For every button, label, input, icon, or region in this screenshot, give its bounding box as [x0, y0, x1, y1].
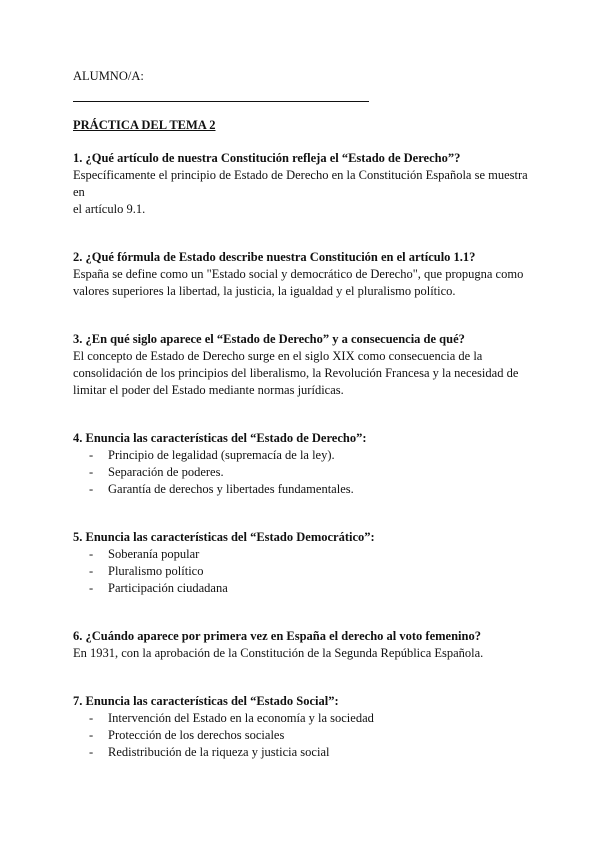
list-item	[89, 464, 533, 481]
student-label: ALUMNO/A:	[73, 69, 144, 83]
question-heading: 7. Enuncia las características del “Estado Social”:	[73, 694, 339, 708]
list-item-text: Separación de poderes.	[108, 465, 224, 479]
answer-line: el artículo 9.1.	[73, 202, 146, 216]
list-item	[89, 710, 533, 727]
answer-line: Específicamente el principio de Estado de Derecho en la Constitución Española se muestra en	[73, 168, 528, 199]
question-answer	[73, 645, 533, 662]
question-heading: 2. ¿Qué fórmula de Estado describe nuestra Constitución en el artículo 1.1?	[73, 250, 476, 264]
question-7	[73, 693, 533, 761]
list-item	[89, 580, 533, 597]
question-1	[73, 150, 533, 218]
question-answer	[73, 348, 533, 399]
document-page	[73, 68, 533, 761]
answer-line: El concepto de Estado de Derecho surge en el siglo XIX como consecuencia de la	[73, 349, 483, 363]
list-item-text: Soberanía popular	[108, 547, 200, 561]
question-3	[73, 331, 533, 399]
question-heading: 6. ¿Cuándo aparece por primera vez en España el derecho al voto femenino?	[73, 629, 481, 643]
answer-line: En 1931, con la aprobación de la Constitución de la Segunda República Española.	[73, 646, 484, 660]
list-item	[89, 447, 533, 464]
question-heading: 3. ¿En qué siglo aparece el “Estado de Derecho” y a consecuencia de qué?	[73, 332, 465, 346]
list-item	[89, 481, 533, 498]
list-dash: -	[89, 711, 94, 725]
question-heading: 4. Enuncia las características del “Estado de Derecho”:	[73, 431, 367, 445]
list-item	[89, 546, 533, 563]
question-5	[73, 529, 533, 597]
list-item	[89, 563, 533, 580]
list-item-text: Principio de legalidad (supremacía de la ley).	[108, 448, 335, 462]
question-6	[73, 628, 533, 662]
list-dash: -	[89, 547, 94, 561]
list-item-text: Garantía de derechos y libertades fundamentales.	[108, 482, 354, 496]
student-name-line	[73, 101, 369, 102]
question-2	[73, 249, 533, 300]
document-title: PRÁCTICA DEL TEMA 2	[73, 118, 216, 132]
list-item-text: Participación ciudadana	[108, 581, 228, 595]
list-item-text: Intervención del Estado en la economía y la sociedad	[108, 711, 374, 725]
list-dash: -	[89, 581, 94, 595]
list-item	[89, 727, 533, 744]
list-dash: -	[89, 564, 94, 578]
question-4	[73, 430, 533, 498]
question-answer	[73, 266, 533, 300]
list-dash: -	[89, 465, 94, 479]
list-dash: -	[89, 745, 94, 759]
list-item	[89, 744, 533, 761]
list-dash: -	[89, 728, 94, 742]
question-heading: 1. ¿Qué artículo de nuestra Constitución refleja el “Estado de Derecho”?	[73, 151, 461, 165]
list-item-text: Protección de los derechos sociales	[108, 728, 285, 742]
characteristics-list	[73, 447, 533, 498]
answer-line: limitar el poder del Estado mediante normas jurídicas.	[73, 383, 344, 397]
question-heading: 5. Enuncia las características del “Estado Democrático”:	[73, 530, 375, 544]
list-dash: -	[89, 482, 94, 496]
list-item-text: Redistribución de la riqueza y justicia social	[108, 745, 330, 759]
question-answer	[73, 167, 533, 218]
answer-line: España se define como un "Estado social y democrático de Derecho", que propugna como	[73, 267, 524, 281]
answer-line: valores superiores la libertad, la justicia, la igualdad y el pluralismo político.	[73, 284, 456, 298]
characteristics-list	[73, 546, 533, 597]
list-item-text: Pluralismo político	[108, 564, 204, 578]
list-dash: -	[89, 448, 94, 462]
characteristics-list	[73, 710, 533, 761]
answer-line: consolidación de los principios del liberalismo, la Revolución Francesa y la necesidad de	[73, 366, 519, 380]
